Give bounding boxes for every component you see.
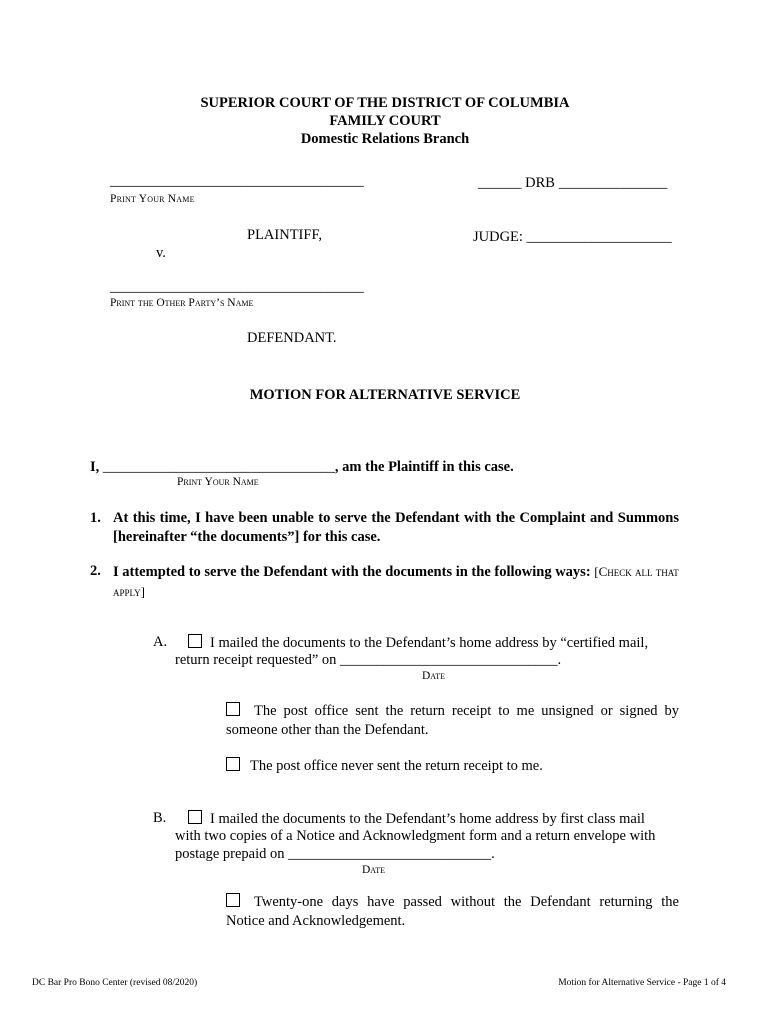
- item-2-statement: I attempted to serve the Defendant with the documents in the following ways:: [113, 564, 591, 580]
- other-party-name-field[interactable]: ___________________________________: [110, 279, 364, 295]
- option-b-statement: [188, 810, 645, 828]
- option-a-sub1-text: The post office sent the return receipt to me unsigned or signed by someone other than the Defendant.: [226, 703, 679, 738]
- option-a-sub1: [226, 702, 679, 740]
- option-b-sub1: [226, 893, 679, 931]
- option-b-sub1-text: Twenty-one days have passed without the Defendant returning the Notice and Acknowledgement.: [226, 894, 679, 929]
- item-2-number: 2.: [90, 563, 101, 579]
- option-a-sub2-text: The post office never sent the return receipt to me.: [250, 758, 543, 774]
- option-a-date-label: Date: [422, 670, 445, 682]
- intro-suffix: , am the Plaintiff in this case.: [334, 459, 514, 475]
- other-party-name-label: Print the Other Party’s Name: [110, 297, 254, 309]
- intro-print-name-label: Print Your Name: [177, 476, 259, 488]
- intro-name-field[interactable]: ________________________________: [102, 459, 335, 475]
- option-a-sub2: [226, 757, 543, 775]
- option-a-sub2-checkbox[interactable]: [226, 757, 240, 771]
- motion-title: MOTION FOR ALTERNATIVE SERVICE: [249, 387, 521, 403]
- option-a-letter: A.: [153, 634, 168, 650]
- plaintiff-name-field[interactable]: ___________________________________: [110, 173, 364, 189]
- court-name: SUPERIOR COURT OF THE DISTRICT OF COLUMBIA: [200, 95, 570, 111]
- option-b-checkbox[interactable]: [188, 810, 202, 824]
- judge-field[interactable]: JUDGE: ____________________: [473, 229, 672, 245]
- option-a-statement: [188, 634, 648, 652]
- footer-left: DC Bar Pro Bono Center (revised 08/2020): [32, 978, 198, 988]
- option-b-sub1-checkbox[interactable]: [226, 893, 240, 907]
- plaintiff-label: PLAINTIFF,: [247, 227, 322, 243]
- print-your-name-label: Print Your Name: [110, 193, 195, 205]
- option-a-line1: I mailed the documents to the Defendant’s home address by “certified mail,: [210, 635, 649, 651]
- intro-statement: [90, 459, 514, 476]
- item-2-text: [113, 562, 679, 602]
- option-b-line1: I mailed the documents to the Defendant’s home address by first class mail: [210, 811, 645, 827]
- item-2-check-note: [Check all that apply]: [113, 564, 679, 599]
- court-division: FAMILY COURT: [329, 113, 441, 129]
- option-b-letter: B.: [153, 810, 167, 826]
- option-a-checkbox[interactable]: [188, 634, 202, 648]
- footer-page-number: Motion for Alternative Service - Page 1 of 4: [558, 978, 726, 988]
- item-1-text: At this time, I have been unable to serve the Defendant with the Complaint and Summons [hereinafter “the documents”] for this case.: [113, 510, 679, 545]
- court-branch: Domestic Relations Branch: [300, 131, 470, 147]
- option-a-sub1-checkbox[interactable]: [226, 702, 240, 716]
- option-b-line2: with two copies of a Notice and Acknowledgment form and a return envelope with: [175, 828, 656, 844]
- option-b-line3: postage prepaid on ____________________________.: [175, 846, 495, 862]
- option-b-date-label: Date: [362, 864, 385, 876]
- intro-prefix: I,: [90, 459, 100, 475]
- item-1-number: 1.: [90, 510, 101, 526]
- option-a-line2: return receipt requested” on ______________________________.: [175, 652, 562, 668]
- defendant-label: DEFENDANT.: [247, 330, 337, 346]
- versus-label: v.: [156, 245, 166, 261]
- drb-case-number-field[interactable]: ______ DRB _______________: [478, 175, 668, 191]
